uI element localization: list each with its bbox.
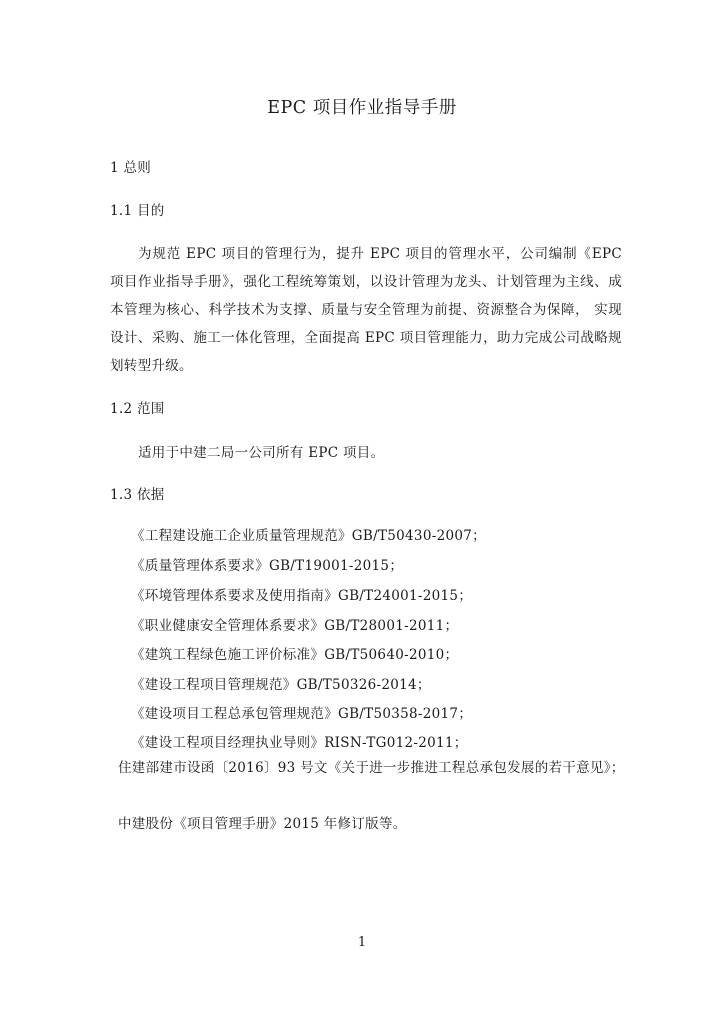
reference-item: 中建股份《项目管理手册》2015 年修订版等。 [118, 816, 407, 832]
reference-item: 《建设项目工程总承包管理规范》GB/T50358-2017； [131, 706, 473, 722]
section-heading-scope: 1.2 范围 [110, 401, 165, 417]
page-number: 1 [357, 935, 367, 950]
purpose-paragraph: 为规范 EPC 项目的管理行为，提升 EPC 项目的管理水平，公司编制《EPC 项目作业指导手册》，强化工程统筹策划，以设计管理为龙头、计划管理为主线、成本管理为核心、科学技术为支撑、质量与安全管理为前提、资源整合为保障， 实现设计、采购、施工一体化管理，全面提高 EPC 项目管理能力，助力完成公司战略规划转型升级。 [110, 246, 622, 374]
section-heading-general: 1 总则 [110, 160, 152, 176]
document-title: EPC 项目作业指导手册 [267, 98, 457, 118]
reference-item: 《工程建设施工企业质量管理规范》GB/T50430-2007； [131, 528, 486, 544]
reference-item: 《质量管理体系要求》GB/T19001-2015； [131, 558, 404, 574]
section-heading-purpose: 1.1 目的 [110, 203, 165, 219]
reference-item: 《建设工程项目管理规范》GB/T50326-2014； [131, 677, 431, 693]
reference-item: 《建设工程项目经理执业导则》RISN-TG012-2011； [131, 735, 468, 751]
reference-item: 《环境管理体系要求及使用指南》GB/T24001-2015； [131, 588, 473, 604]
reference-item: 住建部建市设函〔2016〕93 号文《关于进一步推进工程总承包发展的若干意见》； [118, 760, 625, 776]
scope-paragraph: 适用于中建二局一公司所有 EPC 项目。 [138, 445, 385, 461]
section-heading-basis: 1.3 依据 [110, 487, 165, 503]
reference-item: 《建筑工程绿色施工评价标准》GB/T50640-2010； [131, 647, 459, 663]
reference-item: 《职业健康安全管理体系要求》GB/T28001-2011； [131, 618, 459, 634]
